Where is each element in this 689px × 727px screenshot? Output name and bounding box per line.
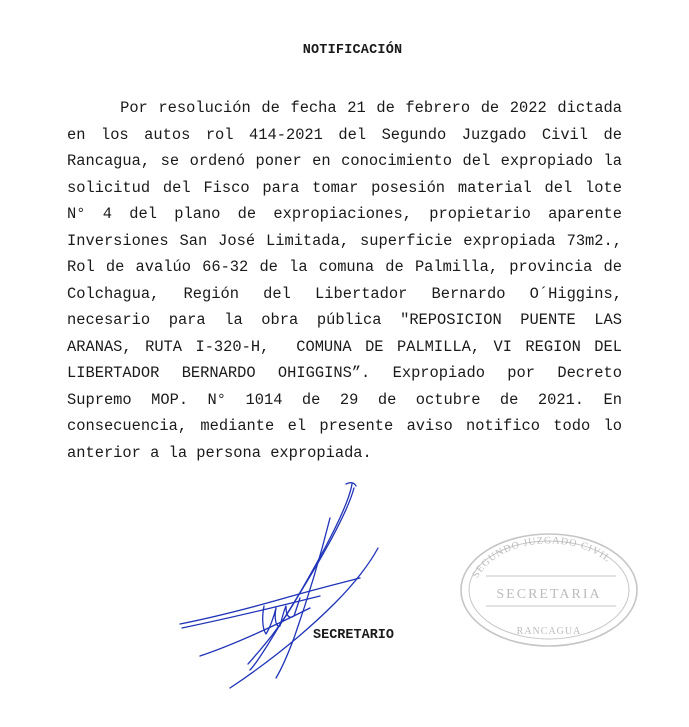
seal-middle-text: SECRETARIA (496, 587, 602, 602)
signer-label: SECRETARIO (313, 628, 395, 643)
seal-top-text: SEGUNDO JUZGADO CIVIL (470, 535, 613, 581)
body-line: solicitud del Fisco para tomar posesión material del lote (67, 178, 622, 197)
body-line: consecuencia, mediante el presente aviso notifico todo lo (67, 417, 622, 435)
body-line: anterior a la persona expropiada. (67, 443, 372, 462)
body-line: en los autos rol 414-2021 del Segundo Juzgado Civil de (67, 125, 622, 144)
body-line: ARANAS, RUTA I-320-H, COMUNA DE PALMILLA, VI REGION DEL (67, 337, 622, 356)
handwritten-signature (170, 478, 400, 693)
body-line: Rol de avalúo 66-32 de la comuna de Palmilla, provincia de (67, 258, 622, 276)
document-body (67, 95, 622, 466)
body-line: necesario para la obra pública "REPOSICION PUENTE LAS (67, 311, 622, 329)
body-line: Rancagua, se ordenó poner en conocimiento del expropiado la (67, 152, 622, 170)
court-seal-stamp (456, 530, 641, 648)
body-line: Supremo MOP. N° 1014 de 29 de octubre de 2021. En (67, 390, 622, 409)
document-title: NOTIFICACIÓN (302, 43, 403, 58)
body-line: Inversiones San José Limitada, superficie expropiada 73m2., (67, 231, 622, 250)
body-line: LIBERTADOR BERNARDO OHIGGINS”. Expropiado por Decreto (67, 364, 622, 382)
body-line: Por resolución de fecha 21 de febrero de 2022 dictada (67, 99, 622, 117)
body-line: N° 4 del plano de expropiaciones, propietario aparente (67, 205, 622, 223)
body-line: Colchagua, Región del Libertador Bernardo O´Higgins, (67, 284, 622, 303)
seal-bottom-text: RANCAGUA (516, 626, 582, 637)
svg-text:SEGUNDO JUZGADO CIVIL (471, 535, 613, 580)
